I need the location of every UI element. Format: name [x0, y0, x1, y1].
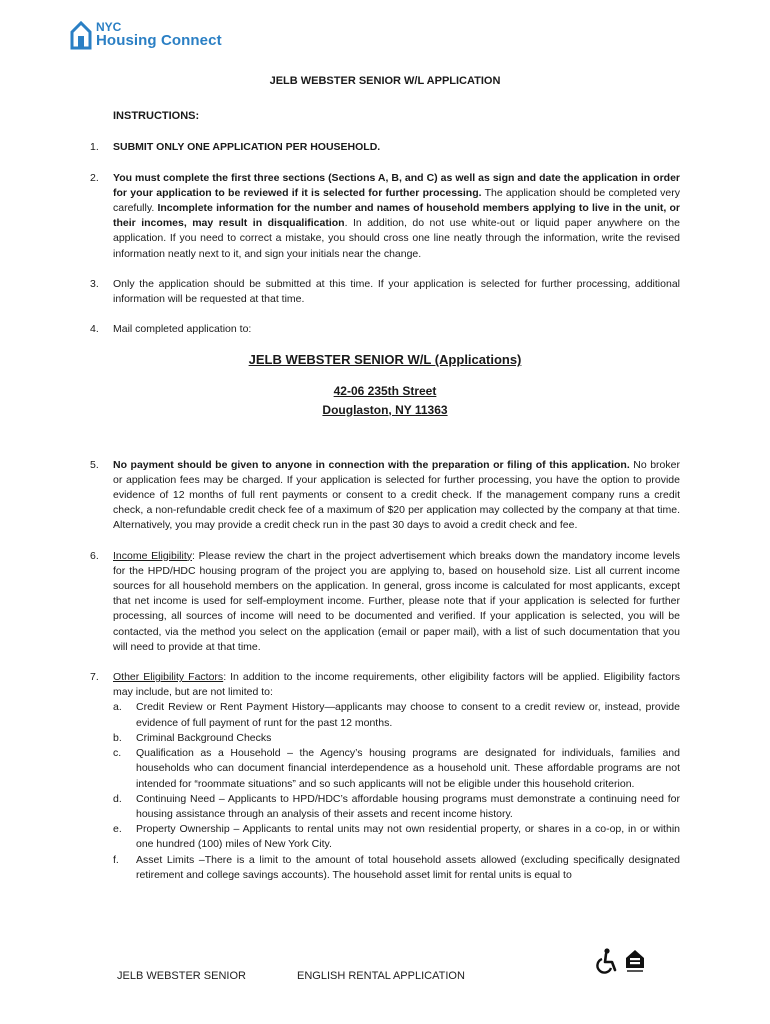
instruction-item-1: 1. SUBMIT ONLY ONE APPLICATION PER HOUSEHOLD.: [90, 141, 381, 154]
sub-item-c: c. Qualification as a Household – the Agency’s housing programs are designated for individuals, families and households who can document financial interdependence as a household unit. These affordable programs are not intended for “roommate situations” and so such applicants will not be eligible under this household criterion.: [113, 747, 680, 790]
sub-item-e: e. Property Ownership – Applicants to rental units may not own residential property, or shares in a co-op, in or within one hundred (100) miles of New York City.: [113, 823, 680, 851]
application-document: [90, 74, 680, 883]
address-street: 42-06 235th Street: [333, 383, 437, 398]
instruction-item-4: 4. Mail completed application to:: [90, 323, 252, 336]
footer-icons: [594, 948, 646, 974]
address-name: JELB WEBSTER SENIOR W/L (Applications): [248, 352, 522, 368]
document-title: JELB WEBSTER SENIOR W/L APPLICATION: [269, 75, 501, 87]
mailing-address: [90, 352, 680, 419]
footer-left: JELB WEBSTER SENIOR: [117, 970, 246, 982]
logo-nyc: NYC: [96, 20, 122, 34]
address-city: Douglaston, NY 11363: [322, 402, 448, 417]
equal-housing-icon: [624, 948, 646, 974]
accessibility-icon: [594, 948, 618, 974]
house-icon: [70, 20, 92, 50]
sub-item-f: f. Asset Limits –There is a limit to the amount of total household assets allowed (excluding specifically designated retirement and college savings accounts). The household asset limit for rental units is equal to: [113, 853, 680, 881]
instruction-item-7: 7. Other Eligibility Factors: In addition to the income requirements, other eligibility factors will be applied. Eligibility factors may include, but are not limited to:: [90, 671, 681, 699]
instruction-item-2: 2. You must complete the first three sections (Sections A, B, and C) as well as sign and date the application in order for your application to be reviewed if it is selected for further processing. The application should be completed very carefully. Incomplete information for the number and names of household members applying to live in the unit, or their incomes, may result in disqualification. In addition, do not use white-out or liquid paper anywhere on the application. If you need to correct a mistake, you should cross one line neatly through the information, write the revised information neatly next to it, and sign your initials near the change.: [90, 171, 680, 260]
footer-right: ENGLISH RENTAL APPLICATION: [297, 970, 465, 982]
instruction-item-3: 3. Only the application should be submitted at this time. If your application is selected for further processing, additional information will be requested at that time.: [90, 277, 680, 306]
instructions-heading: INSTRUCTIONS:: [113, 110, 200, 123]
sub-item-a: a. Credit Review or Rent Payment History—applicants may choose to consent to a credit review or, instead, provide evidence of full payment of runt for the past 12 months.: [113, 701, 680, 729]
sub-item-d: d. Continuing Need – Applicants to HPD/HDC’s affordable housing programs must demonstrate a continuing need for housing assistance through an analysis of their assets and recent income history.: [113, 792, 680, 820]
instruction-item-6: 6. Income Eligibility: Please review the chart in the project advertisement which breaks down the mandatory income levels for the HPD/HDC housing program of the project you are applying to, based on household size. List all current income sources for all household members on the application. In general, gross income is calculated for most applicants, except that net income is used for self-employment income. Further, please note that if your application is selected for further processing, all sources of income will need to be documented and verified. If your application is selected, you will be contacted, via the method you select on the application (email or paper mail), with a list of such documentation that you will need to provide at that time.: [90, 549, 681, 653]
nyc-housing-connect-logo: [70, 20, 222, 50]
instruction-item-5: 5. No payment should be given to anyone in connection with the preparation or filing of this application. No broker or application fees may be charged. If your application is selected for further processing, you have the option to provide evidence of 12 months of full rent payments or consent to a credit check. If the management company runs a credit check, a non-refundable credit check fee of a maximum of $20 per application may collected by the company at that time. Alternatively, you may provide a credit check run in the past 30 days to avoid a credit check and fee.: [90, 458, 680, 532]
logo-housing-connect: Housing Connect: [96, 32, 222, 49]
sub-item-b: b. Criminal Background Checks: [113, 731, 272, 744]
